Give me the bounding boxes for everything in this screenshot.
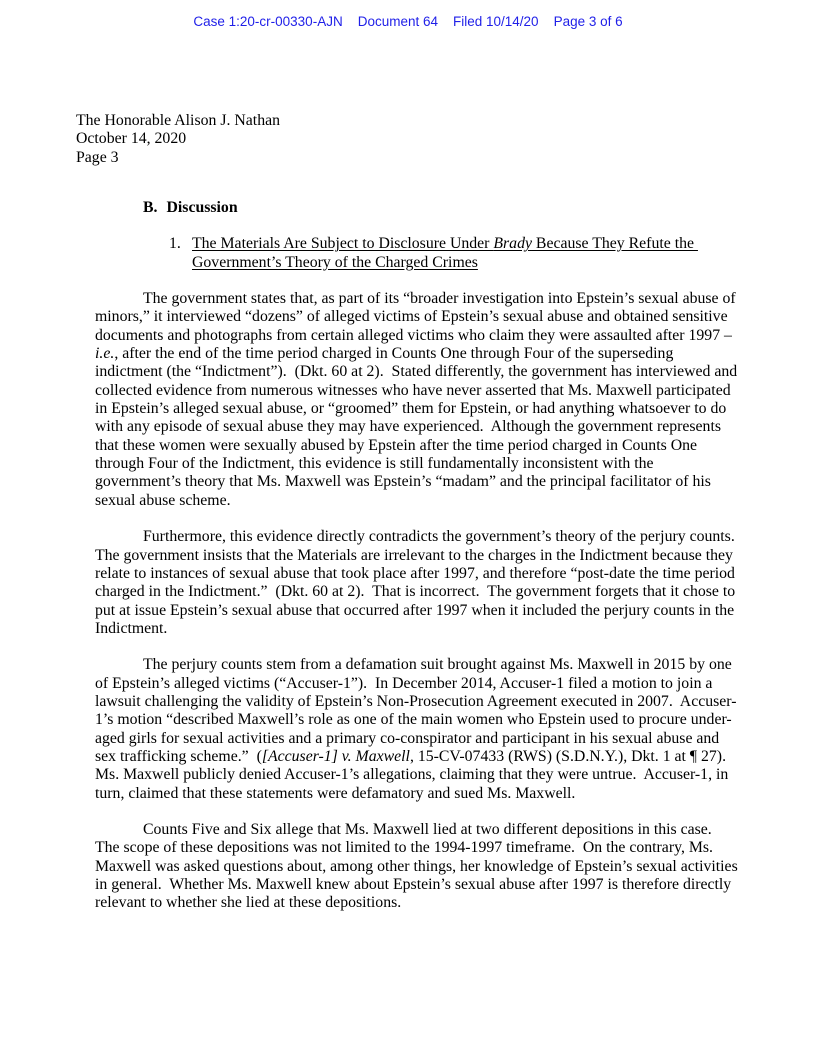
subsection-title (192, 235, 740, 272)
latin-abbreviation-ie: i.e. (95, 345, 115, 363)
stamp-filed-date: Filed 10/14/20 (453, 14, 539, 29)
subsection-number: 1. (169, 235, 181, 253)
paragraph-3-text-cont: , 15-CV-07433 (RWS) (S.D.N.Y.), Dkt. 1 at ¶ 27). Ms. Maxwell publicly denied Accuser-1’s allegations, claiming that they were untrue. Accuser-1, in turn, claimed that these statements were defamatory and sued Ms. Maxwell. (95, 747, 734, 802)
case-name-brady: Brady (493, 235, 532, 253)
case-citation-accuser1-v-maxwell: [Accuser-1] v. Maxwell (261, 747, 410, 765)
section-label: B. (143, 199, 158, 216)
paragraph-2: Furthermore, this evidence directly contradicts the government’s theory of the perjury counts. The government insists that the Materials are irrelevant to the charges in the Indictment because they relate to instances of sexual abuse that took place after 1997, and therefore “post-date the time period charged in the Indictment.” (Dkt. 60 at 2). That is incorrect. The government forgets that it chose to put at issue Epstein’s sexual abuse that occurred after 1997 when it included the perjury counts in the Indictment. (95, 528, 743, 637)
section-title: Discussion (166, 199, 238, 216)
subsection-title-text: The Materials Are Subject to Disclosure Under (192, 235, 494, 253)
paragraph-1-text-cont: , after the end of the time period charged in Counts One through Four of the superseding indictment (the “Indictment”). (Dkt. 60 at 2). Stated differently, the government has interviewed and collected evidence from numerous witnesses who have never asserted that Ms. Maxwell participated in Epstein’s alleged sexual abuse, or “groomed” them for Epstein, or had anything whatsoever to do with any episode of sexual abuse they may have experienced. Although the government represents that these women were sexually abused by Epstein after the time period charged in Counts One through Four of the Indictment, this evidence is still fundamentally inconsistent with the government’s theory that Ms. Maxwell was Epstein’s “madam” and the principal facilitator of his sexual abuse scheme. (95, 345, 742, 509)
subsection-heading (169, 235, 740, 272)
address-block (76, 112, 280, 167)
stamp-document-number: Document 64 (357, 14, 438, 29)
subsection-title-text-cont: Because They Refute the Government’s Theory of the Charged Crimes (192, 235, 698, 271)
ecf-case-stamp (0, 14, 816, 29)
address-recipient: The Honorable Alison J. Nathan (76, 112, 281, 129)
stamp-case-number: Case 1:20-cr-00330-AJN (193, 14, 343, 29)
paragraph-3-text: The perjury counts stem from a defamation suit brought against Ms. Maxwell in 2015 by one of Epstein’s alleged victims (“Accuser-1”). In December 2014, Accuser-1 filed a motion to join a lawsuit challenging the validity of Epstein’s Non-Prosecution Agreement executed in 2007. Accuser-1’s motion “described Maxwell’s role as one of the main women who Epstein used to procure under-aged girls for sexual activities and a primary co-conspirator and participant in his sexual abuse and sex trafficking scheme.” ( (95, 656, 737, 765)
address-date: October 14, 2020 (76, 130, 187, 148)
paragraph-4: Counts Five and Six allege that Ms. Maxwell lied at two different depositions in this case. The scope of these depositions was not limited to the 1994-1997 timeframe. On the contrary, Ms. Maxwell was asked questions about, among other things, her knowledge of Epstein’s sexual activities in general. Whether Ms. Maxwell knew about Epstein’s sexual abuse after 1997 is therefore directly relevant to whether she lied at these depositions. (95, 820, 742, 912)
paragraph-3 (95, 656, 740, 803)
address-page-number: Page 3 (76, 148, 119, 166)
section-heading (143, 199, 740, 217)
paragraph-1-text: The government states that, as part of its “broader investigation into Epstein’s sexual abuse of minors,” it interviewed “dozens” of alleged victims of Epstein’s sexual abuse and obtained sensitive documents and photographs from certain alleged victims who claim they were assaulted after 1997 – (95, 290, 740, 344)
stamp-page-count: Page 3 of 6 (553, 14, 623, 29)
letter-body (95, 199, 743, 931)
paragraph-1 (95, 290, 740, 510)
